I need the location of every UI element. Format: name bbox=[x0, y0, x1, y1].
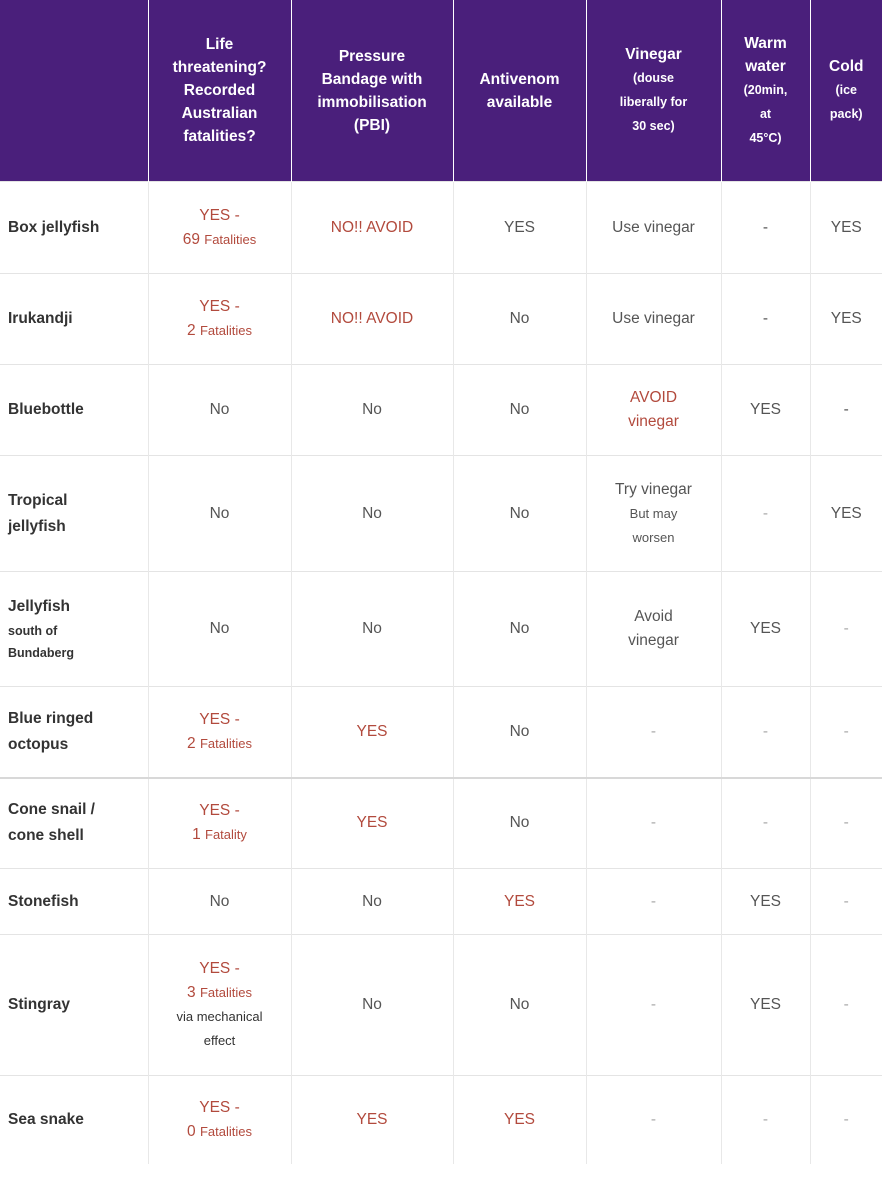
cell-pbi: YES bbox=[291, 687, 453, 778]
header-text: Australian bbox=[181, 105, 258, 122]
cell-cold: - bbox=[810, 1076, 882, 1164]
cell-warm: - bbox=[721, 456, 810, 572]
row-name-line: jellyfish bbox=[8, 517, 66, 535]
cell-life bbox=[148, 935, 291, 1076]
row-name-line: octopus bbox=[8, 735, 69, 753]
cell-vinegar bbox=[586, 456, 721, 572]
header-row bbox=[0, 0, 882, 182]
header-warm-water bbox=[721, 0, 810, 182]
header-cold bbox=[810, 0, 882, 182]
header-text: Pressure bbox=[338, 47, 406, 65]
cell-pbi: No bbox=[291, 365, 453, 456]
cell-antivenom: No bbox=[453, 365, 586, 456]
cell-text: YES - bbox=[199, 298, 240, 315]
row-name bbox=[0, 778, 148, 869]
cell-word: Fatalities bbox=[199, 735, 252, 751]
cell-life: No bbox=[148, 869, 291, 935]
table-row bbox=[0, 365, 882, 456]
table-row bbox=[0, 1076, 882, 1164]
header-text: available bbox=[486, 93, 553, 111]
cell-text: AVOID bbox=[629, 389, 678, 406]
table-row bbox=[0, 687, 882, 778]
header-text: water bbox=[745, 57, 786, 75]
cell-vinegar: - bbox=[586, 1076, 721, 1164]
cell-text: Try vinegar bbox=[615, 480, 692, 498]
header-text: Life bbox=[205, 36, 234, 53]
cell-cold: YES bbox=[810, 456, 882, 572]
cell-text: via mechanical bbox=[176, 1009, 263, 1024]
cell-life bbox=[148, 687, 291, 778]
header-blank bbox=[0, 0, 148, 182]
header-text: immobilisation bbox=[317, 93, 427, 111]
row-name: Stingray bbox=[0, 935, 148, 1076]
row-name: Stonefish bbox=[0, 869, 148, 935]
cell-number: 1 bbox=[192, 826, 201, 844]
cell-antivenom: No bbox=[453, 274, 586, 365]
cell-warm: YES bbox=[721, 869, 810, 935]
cell-text: YES - bbox=[199, 206, 240, 224]
cell-warm: - bbox=[721, 274, 810, 365]
cell-cold: YES bbox=[810, 182, 882, 274]
row-name-line: Blue ringed bbox=[8, 709, 94, 727]
cell-text bbox=[155, 732, 285, 756]
cell-pbi: NO!! AVOID bbox=[291, 274, 453, 365]
header-text: (PBI) bbox=[353, 116, 391, 134]
row-name-line: Cone snail / bbox=[8, 801, 95, 819]
header-text: Recorded bbox=[183, 82, 256, 99]
cell-life bbox=[148, 182, 291, 274]
header-text: Bandage with bbox=[321, 70, 423, 88]
cell-text bbox=[155, 981, 285, 1005]
table-row bbox=[0, 778, 882, 869]
cell-pbi: No bbox=[291, 572, 453, 687]
cell-pbi: YES bbox=[291, 778, 453, 869]
header-subtext: (20min, bbox=[743, 82, 788, 97]
cell-vinegar: - bbox=[586, 935, 721, 1076]
header-subtext: pack) bbox=[829, 107, 863, 121]
cell-antivenom: No bbox=[453, 778, 586, 869]
cell-text: YES - bbox=[199, 1098, 240, 1116]
row-name-line: cone shell bbox=[8, 827, 84, 845]
cell-cold: YES bbox=[810, 274, 882, 365]
header-subtext: 30 sec) bbox=[632, 119, 675, 133]
table-row bbox=[0, 456, 882, 572]
cell-warm: - bbox=[721, 687, 810, 778]
row-name-sub: Bundaberg bbox=[8, 646, 74, 660]
cell-text: YES - bbox=[199, 710, 240, 728]
header-subtext: 45°C) bbox=[749, 130, 782, 145]
header-text: Vinegar bbox=[625, 46, 682, 63]
cell-pbi: YES bbox=[291, 1076, 453, 1164]
row-name-sub: south of bbox=[8, 624, 58, 638]
table-row bbox=[0, 274, 882, 365]
header-antivenom bbox=[453, 0, 586, 182]
header-text: Warm bbox=[744, 34, 787, 52]
cell-warm: YES bbox=[721, 572, 810, 687]
cell-cold: - bbox=[810, 778, 882, 869]
cell-text: vinegar bbox=[628, 413, 679, 430]
cell-number: 2 bbox=[187, 734, 196, 752]
cell-text bbox=[155, 823, 285, 847]
cell-number: 69 bbox=[182, 230, 200, 248]
cell-life: No bbox=[148, 456, 291, 572]
row-name: Box jellyfish bbox=[0, 182, 148, 274]
cell-cold: - bbox=[810, 935, 882, 1076]
cell-text: But may bbox=[629, 505, 678, 521]
cell-pbi: No bbox=[291, 869, 453, 935]
cell-antivenom: YES bbox=[453, 1076, 586, 1164]
cell-antivenom: YES bbox=[453, 182, 586, 274]
cell-cold: - bbox=[810, 365, 882, 456]
row-name: Bluebottle bbox=[0, 365, 148, 456]
cell-word: Fatality bbox=[205, 827, 247, 843]
cell-number: 0 bbox=[187, 1122, 196, 1140]
cell-warm: - bbox=[721, 1076, 810, 1164]
cell-vinegar bbox=[586, 572, 721, 687]
table-row bbox=[0, 869, 882, 935]
header-life-threatening bbox=[148, 0, 291, 182]
cell-text: vinegar bbox=[628, 632, 679, 649]
cell-antivenom: No bbox=[453, 935, 586, 1076]
cell-pbi: No bbox=[291, 456, 453, 572]
cell-warm: - bbox=[721, 778, 810, 869]
cell-text bbox=[155, 319, 285, 343]
header-text: fatalities? bbox=[183, 128, 256, 145]
header-subtext: liberally for bbox=[619, 95, 688, 109]
row-name: Sea snake bbox=[0, 1076, 148, 1164]
cell-number: 2 bbox=[187, 322, 196, 339]
cell-pbi: No bbox=[291, 935, 453, 1076]
cell-text bbox=[155, 228, 285, 252]
cell-pbi: NO!! AVOID bbox=[291, 182, 453, 274]
row-name: Irukandji bbox=[0, 274, 148, 365]
cell-text bbox=[155, 1120, 285, 1144]
cell-antivenom: YES bbox=[453, 869, 586, 935]
cell-cold: - bbox=[810, 572, 882, 687]
cell-text: YES - bbox=[199, 960, 240, 977]
header-pbi bbox=[291, 0, 453, 182]
cell-text: Avoid bbox=[634, 608, 673, 625]
row-name bbox=[0, 687, 148, 778]
cell-text: effect bbox=[203, 1033, 236, 1048]
cell-life bbox=[148, 274, 291, 365]
header-vinegar bbox=[586, 0, 721, 182]
header-subtext: at bbox=[759, 106, 772, 121]
cell-cold: - bbox=[810, 687, 882, 778]
cell-vinegar: - bbox=[586, 687, 721, 778]
cell-warm: YES bbox=[721, 935, 810, 1076]
cell-warm: YES bbox=[721, 365, 810, 456]
header-text: threatening? bbox=[172, 59, 267, 76]
cell-vinegar: Use vinegar bbox=[586, 182, 721, 274]
row-name-line: Jellyfish bbox=[8, 598, 71, 615]
cell-life bbox=[148, 778, 291, 869]
cell-life bbox=[148, 1076, 291, 1164]
header-text: Antivenom bbox=[479, 70, 560, 88]
cell-vinegar: Use vinegar bbox=[586, 274, 721, 365]
cell-cold: - bbox=[810, 869, 882, 935]
cell-antivenom: No bbox=[453, 572, 586, 687]
cell-life: No bbox=[148, 365, 291, 456]
table-row bbox=[0, 572, 882, 687]
cell-text: YES - bbox=[199, 802, 240, 820]
cell-vinegar: - bbox=[586, 778, 721, 869]
header-subtext: (douse bbox=[633, 71, 674, 85]
cell-word: Fatalities bbox=[199, 985, 252, 1000]
row-name bbox=[0, 572, 148, 687]
cell-life: No bbox=[148, 572, 291, 687]
cell-vinegar bbox=[586, 365, 721, 456]
cell-warm: - bbox=[721, 182, 810, 274]
cell-word: Fatalities bbox=[199, 1123, 252, 1139]
cell-word: Fatalities bbox=[204, 231, 257, 247]
header-subtext: (ice bbox=[835, 83, 858, 97]
cell-number: 3 bbox=[187, 984, 196, 1001]
table-row bbox=[0, 935, 882, 1076]
cell-word: Fatalities bbox=[199, 323, 252, 338]
table-row bbox=[0, 182, 882, 274]
row-name-line: Tropical bbox=[8, 491, 68, 509]
cell-text: worsen bbox=[632, 529, 675, 545]
header-text: Cold bbox=[829, 58, 864, 75]
cell-vinegar: - bbox=[586, 869, 721, 935]
cell-antivenom: No bbox=[453, 456, 586, 572]
cell-antivenom: No bbox=[453, 687, 586, 778]
row-name bbox=[0, 456, 148, 572]
